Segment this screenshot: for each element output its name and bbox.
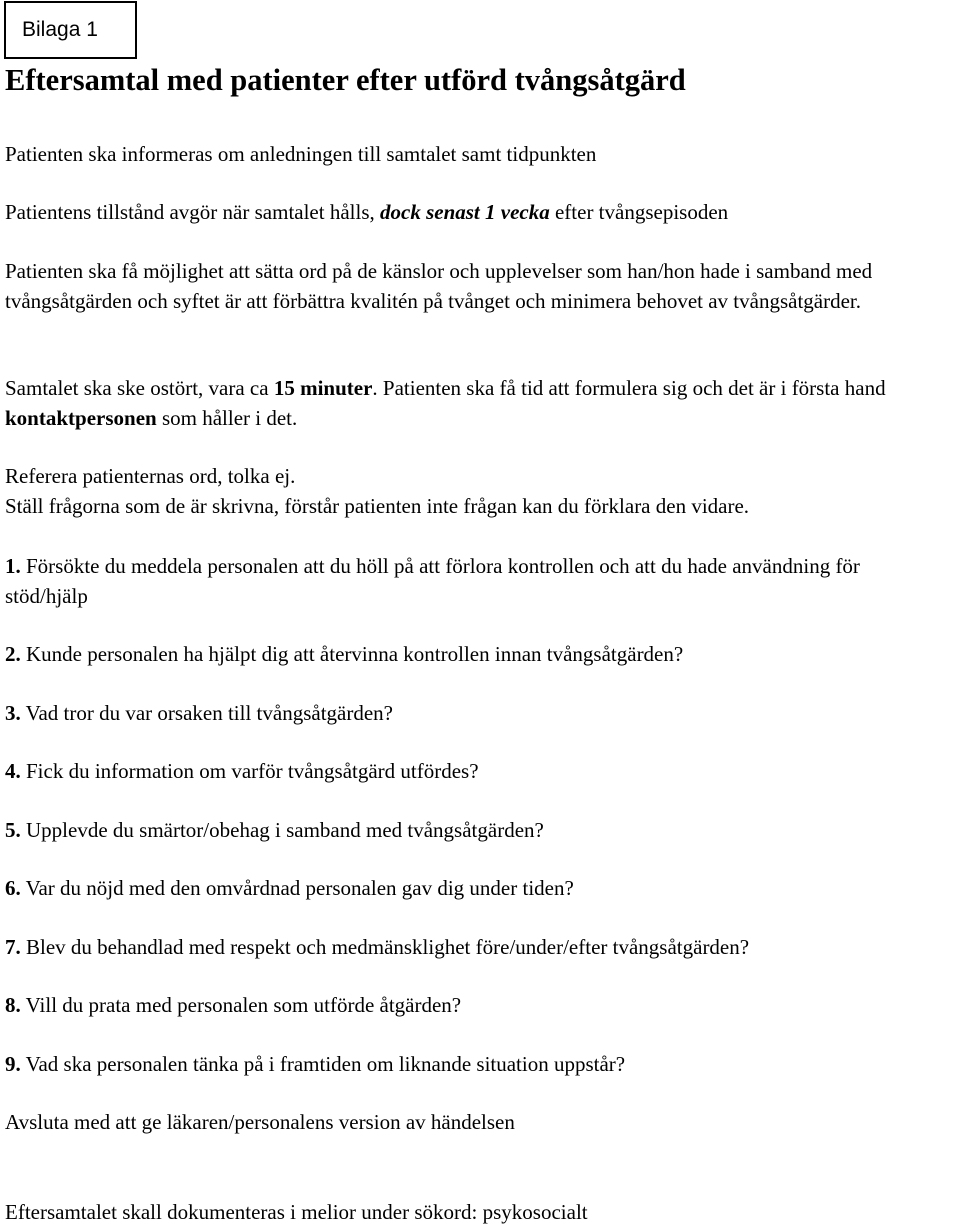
deadline-emphasis: dock senast 1 vecka (380, 200, 550, 224)
question-text: Försökte du meddela personalen att du höll på att förlora kontrollen och att du hade användning för stöd/hjälp (5, 554, 860, 608)
question-number: 8. (5, 993, 21, 1017)
intro-paragraph-2 (5, 198, 957, 228)
question-item-3 (5, 699, 957, 729)
instruction-line-1: Referera patienternas ord, tolka ej. (5, 464, 296, 488)
intro-paragraph-4 (5, 374, 960, 433)
question-text: Var du nöjd med den omvårdnad personalen gav dig under tiden? (20, 876, 574, 900)
question-text: Kunde personalen ha hjälpt dig att återvinna kontrollen innan tvångsåtgärden? (20, 642, 684, 666)
intro-paragraph-3: Patienten ska få möjlighet att sätta ord på de känslor och upplevelser som han/hon hade i samband med tvångsåtgärden och syftet är att förbättra kvalitén på tvånget och minimera behovet av tvångsåtgärder. (5, 259, 873, 313)
intro-paragraph-1: Patienten ska informeras om anledningen till samtalet samt tidpunkten (5, 142, 597, 166)
question-text: Vill du prata med personalen som utförde åtgärden? (20, 993, 462, 1017)
contact-person-emphasis: kontaktpersonen (5, 405, 157, 430)
documentation-note: Eftersamtalet skall dokumenteras i melior under sökord: psykosocialt (5, 1200, 588, 1224)
closing-instruction: Avsluta med att ge läkaren/personalens version av händelsen (5, 1110, 515, 1134)
question-item-4 (5, 757, 957, 787)
question-number: 7. (5, 935, 21, 959)
duration-emphasis: 15 minuter (273, 376, 373, 400)
question-text: Vad ska personalen tänka på i framtiden om liknande situation uppstår? (20, 1052, 626, 1076)
page-title: Eftersamtal med patienter efter utförd tvångsåtgärd (5, 63, 686, 97)
appendix-label: Bilaga 1 (4, 1, 137, 59)
question-number: 9. (5, 1052, 21, 1076)
intro-p4-part3: som håller i det. (156, 405, 298, 430)
question-number: 3. (5, 701, 21, 725)
question-item-7 (5, 933, 957, 963)
question-text: Vad tror du var orsaken till tvångsåtgärden? (20, 701, 393, 725)
question-text: Fick du information om varför tvångsåtgärd utfördes? (20, 759, 479, 783)
question-text: Blev du behandlad med respekt och medmänsklighet före/under/efter tvångsåtgärden? (20, 935, 750, 959)
intro-p4-part2: . Patienten ska få tid att formulera sig och det är i första hand (372, 376, 886, 400)
question-number: 6. (5, 876, 21, 900)
question-item-5 (5, 816, 957, 846)
question-text: Upplevde du smärtor/obehag i samband med tvångsåtgärden? (20, 818, 544, 842)
question-item-2 (5, 640, 957, 670)
question-number: 4. (5, 759, 21, 783)
question-item-8 (5, 991, 957, 1021)
question-item-9 (5, 1050, 957, 1080)
question-number: 2. (5, 642, 21, 666)
intro-p2-before: Patientens tillstånd avgör när samtalet hålls, (5, 200, 380, 224)
question-item-1 (5, 552, 905, 611)
intro-p4-part1: Samtalet ska ske ostört, vara ca (5, 376, 274, 400)
instruction-line-2: Ställ frågorna som de är skrivna, förstår patienten inte frågan kan du förklara den vidare. (5, 494, 750, 518)
intro-p2-after: efter tvångsepisoden (549, 200, 729, 224)
question-item-6 (5, 874, 957, 904)
question-number: 5. (5, 818, 21, 842)
question-number: 1. (5, 554, 21, 578)
